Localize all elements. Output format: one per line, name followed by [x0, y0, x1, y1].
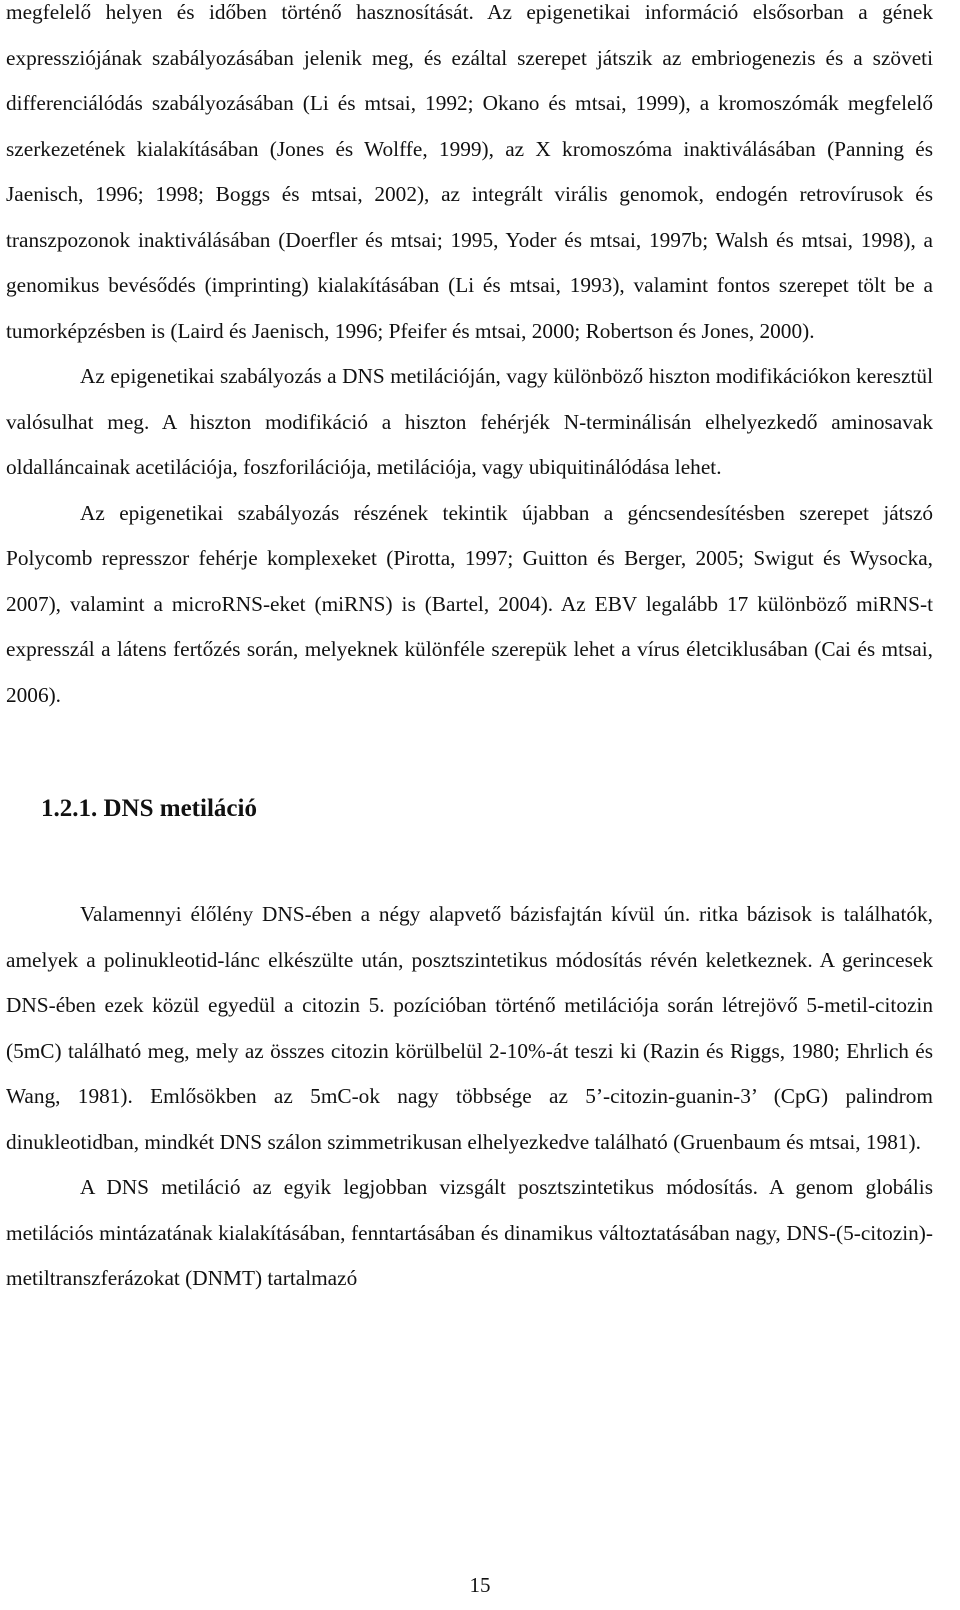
- paragraph-epigenetic-functions: megfelelő helyen és időben történő hasznosítását. Az epigenetikai információ elsősorban a gének expressziójának szabályozásában jelenik meg, és ezáltal szerepet játszik az embriogenezis és a szöveti differenciálódás szabályozásában (Li és mtsai, 1992; Okano és mtsai, 1999), a kromoszómák megfelelő szerkezetének kialakításában (Jones és Wolffe, 1999), az X kromoszóma inaktiválásában (Panning és Jaenisch, 1996; 1998; Boggs és mtsai, 2002), az integrált virális genomok, endogén retrovírusok és transzpozonok inaktiválásában (Doerfler és mtsai; 1995, Yoder és mtsai, 1997b; Walsh és mtsai, 1998), a genomikus bevésődés (imprinting) kialakításában (Li és mtsai, 1993), valamint fontos szerepet tölt be a tumorképzésben is (Laird és Jaenisch, 1996; Pfeifer és mtsai, 2000; Robertson és Jones, 2000).: [6, 0, 933, 343]
- page-number: 15: [469, 1573, 491, 1597]
- paragraph-dna-methylation-genome: A DNS metiláció az egyik legjobban vizsgált posztszintetikus módosítás. A genom globális metilációs mintázatának kialakításában, fenntartásában és dinamikus változtatásában nagy, DNS-(5-citozin)-metiltranszferázokat (DNMT) tartalmazó: [6, 1175, 933, 1290]
- section-heading: 1.2.1. DNS metiláció: [41, 795, 257, 822]
- document-page: [6, 0, 933, 1610]
- paragraph-polycomb-mirna: Az epigenetikai szabályozás részének tekintik újabban a géncsendesítésben szerepet játszó Polycomb represszor fehérje komplexeket (Pirotta, 1997; Guitton és Berger, 2005; Swigut és Wysocka, 2007), valamint a microRNS-eket (miRNS) is (Bartel, 2004). Az EBV legalább 17 különböző miRNS-t expresszál a látens fertőzés során, melyeknek különféle szerepük lehet a vírus életciklusában (Cai és mtsai, 2006).: [6, 500, 933, 707]
- paragraph-regulation-methods: Az epigenetikai szabályozás a DNS metilációján, vagy különböző hiszton modifikációkon keresztül valósulhat meg. A hiszton modifikáció a hiszton fehérjék N-terminálisán elhelyezkedő aminosavak oldalláncainak acetilációja, foszforilációja, metilációja, vagy ubiquitinálódása lehet.: [6, 364, 933, 479]
- paragraph-dna-methylation-bases: Valamennyi élőlény DNS-ében a négy alapvető bázisfajtán kívül ún. ritka bázisok is találhatók, amelyek a polinukleotid-lánc elkészülte után, posztszintetikus módosítás révén keletkeznek. A gerincesek DNS-ében ezek közül egyedül a citozin 5. pozícióban történő metilációja során létrejövő 5-metil-citozin (5mC) található meg, mely az összes citozin körülbelül 2-10%-át teszi ki (Razin és Riggs, 1980; Ehrlich és Wang, 1981). Emlősökben az 5mC-ok nagy többsége az 5’-citozin-guanin-3’ (CpG) palindrom dinukleotidban, mindkét DNS szálon szimmetrikusan elhelyezkedve található (Gruenbaum és mtsai, 1981).: [6, 902, 933, 1154]
